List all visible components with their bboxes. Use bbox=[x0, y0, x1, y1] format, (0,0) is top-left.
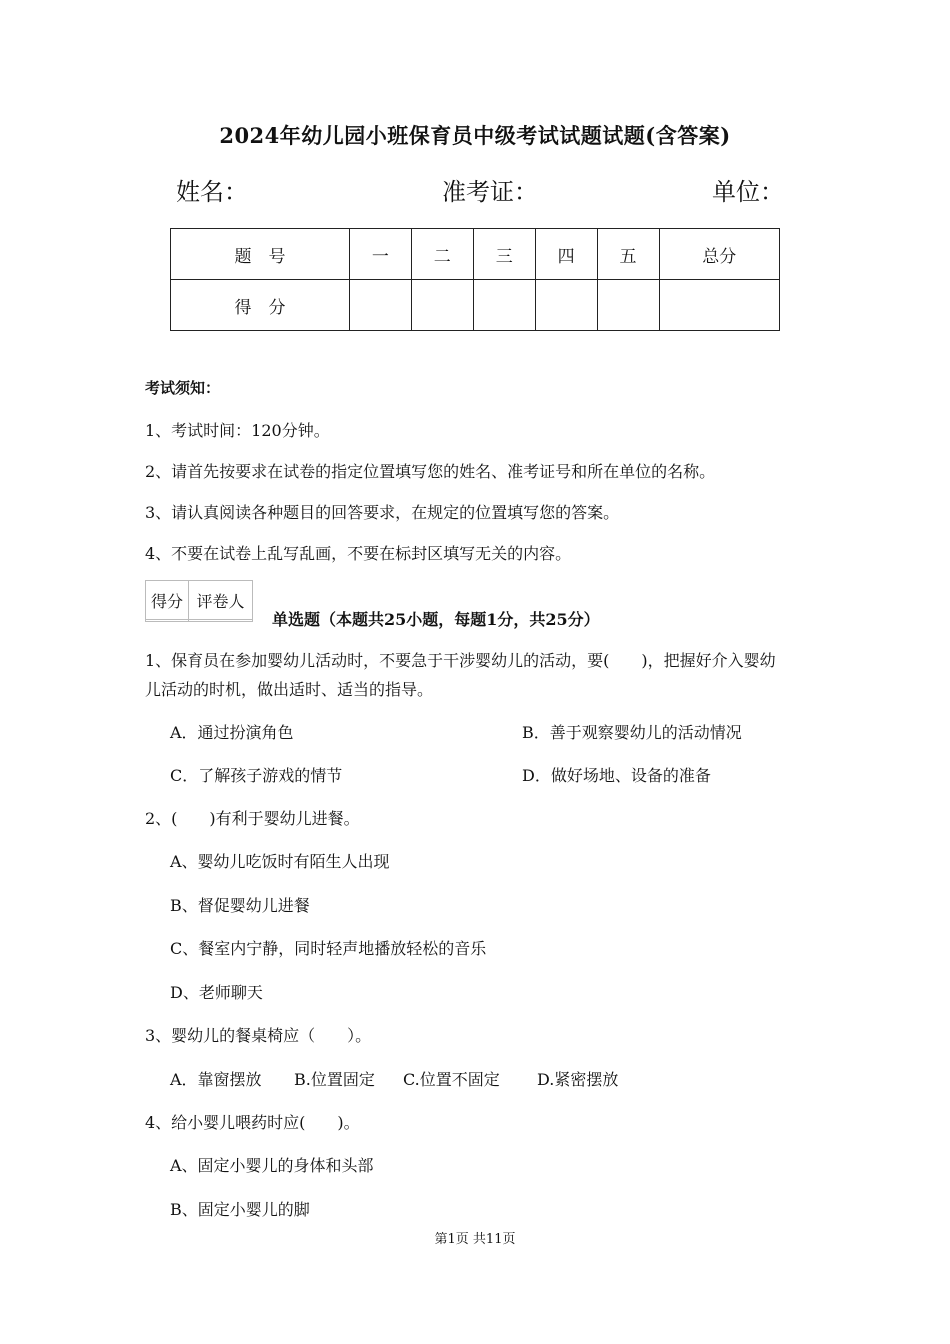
answer-option: C．了解孩子游戏的情节 bbox=[170, 766, 343, 785]
answer-option: D.紧密摆放 bbox=[537, 1070, 619, 1089]
notice-heading: 考试须知： bbox=[145, 379, 221, 397]
grader-reviewer-label: 评卷人 bbox=[189, 581, 253, 620]
score-table-cell: 总分 bbox=[659, 229, 779, 280]
grader-reviewer-cell[interactable] bbox=[189, 620, 253, 622]
score-entry-cell[interactable] bbox=[349, 280, 411, 331]
unit-field-label: 单位： bbox=[712, 178, 784, 206]
answer-option: D．做好场地、设备的准备 bbox=[522, 766, 711, 785]
section-title: 单选题（本题共25小题，每题1分，共25分） bbox=[272, 610, 600, 629]
answer-option: A、固定小婴儿的身体和头部 bbox=[170, 1156, 374, 1175]
notice-item: 1、考试时间：120分钟。 bbox=[145, 421, 330, 440]
grader-box bbox=[145, 580, 253, 622]
notice-item: 2、请首先按要求在试卷的指定位置填写您的姓名、准考证号和所在单位的名称。 bbox=[145, 462, 716, 481]
score-table-cell: 题 号 bbox=[171, 229, 350, 280]
score-table-cell: 四 bbox=[535, 229, 597, 280]
score-table-cell: 五 bbox=[597, 229, 659, 280]
question-stem: 儿活动的时机，做出适时、适当的指导。 bbox=[145, 680, 434, 699]
page-title: 2024年幼儿园小班保育员中级考试试题试题(含答案) bbox=[219, 123, 731, 148]
question-stem: 2、( )有利于婴幼儿进餐。 bbox=[145, 809, 360, 828]
answer-option: A、婴幼儿吃饭时有陌生人出现 bbox=[170, 852, 390, 871]
grader-score-label: 得分 bbox=[146, 581, 189, 620]
question-stem: 1、保育员在参加婴幼儿活动时，不要急于干涉婴幼儿的活动，要( )，把握好介入婴幼 bbox=[145, 651, 776, 670]
answer-option: A．通过扮演角色 bbox=[170, 723, 294, 742]
answer-option: C、餐室内宁静，同时轻声地播放轻松的音乐 bbox=[170, 939, 487, 958]
answer-option: B、固定小婴儿的脚 bbox=[170, 1200, 310, 1219]
question-stem: 4、给小婴儿喂药时应( )。 bbox=[145, 1113, 360, 1132]
answer-option: A．靠窗摆放 bbox=[170, 1070, 262, 1089]
score-table-cell: 二 bbox=[411, 229, 473, 280]
score-entry-cell[interactable] bbox=[597, 280, 659, 331]
page-footer: 第1页 共11页 bbox=[434, 1232, 516, 1247]
answer-option: D、老师聊天 bbox=[170, 983, 263, 1002]
score-entry-cell[interactable] bbox=[473, 280, 535, 331]
score-table-cell: 三 bbox=[473, 229, 535, 280]
answer-option: B．善于观察婴幼儿的活动情况 bbox=[522, 723, 742, 742]
notice-item: 4、不要在试卷上乱写乱画，不要在标封区填写无关的内容。 bbox=[145, 544, 572, 563]
score-table-score-row bbox=[171, 280, 780, 331]
score-entry-cell[interactable] bbox=[659, 280, 779, 331]
score-table bbox=[170, 228, 780, 331]
answer-option: C.位置不固定 bbox=[403, 1070, 500, 1089]
name-field-label: 姓名： bbox=[176, 178, 248, 206]
score-table-cell: 一 bbox=[349, 229, 411, 280]
answer-option: B.位置固定 bbox=[294, 1070, 375, 1089]
notice-item: 3、请认真阅读各种题目的回答要求，在规定的位置填写您的答案。 bbox=[145, 503, 620, 522]
answer-option: B、督促婴幼儿进餐 bbox=[170, 896, 310, 915]
question-stem: 3、婴幼儿的餐桌椅应（ ）。 bbox=[145, 1026, 372, 1045]
score-entry-cell[interactable] bbox=[535, 280, 597, 331]
score-entry-cell[interactable] bbox=[411, 280, 473, 331]
score-table-cell: 得 分 bbox=[171, 280, 350, 331]
score-table-header-row bbox=[171, 229, 780, 280]
exam-number-field-label: 准考证： bbox=[442, 178, 538, 206]
grader-score-cell[interactable] bbox=[146, 620, 189, 622]
